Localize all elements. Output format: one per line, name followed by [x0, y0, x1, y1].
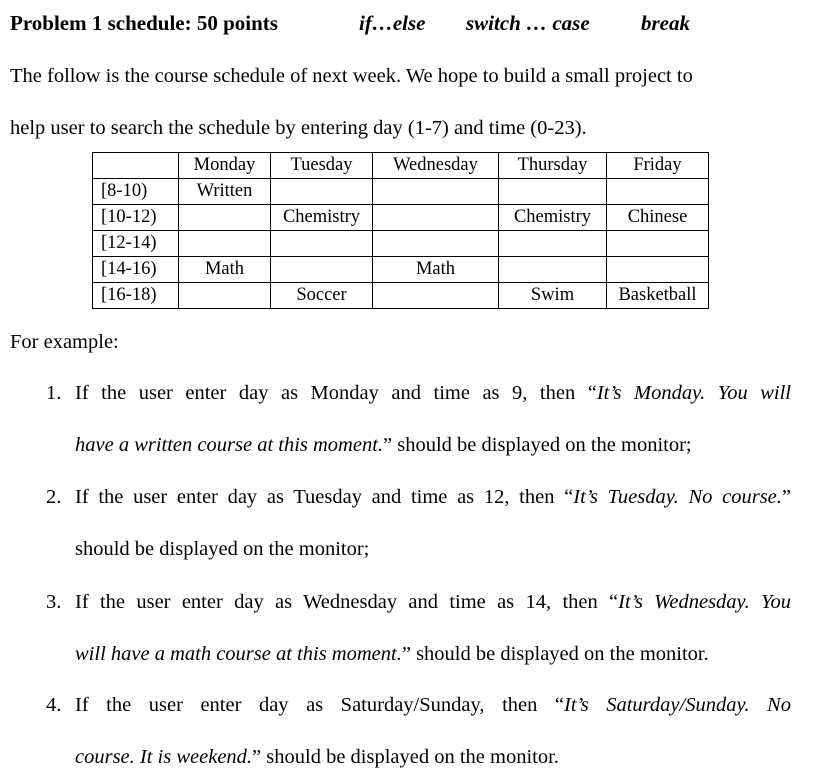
example-label: For example: — [10, 331, 119, 353]
item-text: ” — [781, 486, 792, 508]
course-cell — [373, 205, 499, 231]
schedule-table — [92, 152, 709, 309]
course-cell — [607, 231, 709, 257]
item-line — [75, 639, 791, 669]
item-number: 2. — [46, 486, 62, 508]
item-quote: It’s Monday. You will — [596, 382, 791, 404]
item-number: 3. — [46, 591, 62, 613]
schedule-row — [93, 231, 709, 257]
item-quote: will have a math course at this moment. — [75, 643, 402, 665]
course-cell: Math — [373, 257, 499, 283]
time-slot-cell: [14-16) — [93, 257, 179, 283]
item-line — [75, 690, 791, 720]
item-line — [75, 742, 791, 772]
schedule-row — [93, 257, 709, 283]
course-cell — [373, 179, 499, 205]
day-header-thursday: Thursday — [499, 153, 607, 179]
course-cell — [271, 257, 373, 283]
course-cell: Math — [179, 257, 271, 283]
item-text: ” should be displayed on the monitor. — [401, 643, 709, 665]
course-cell: Swim — [499, 283, 607, 309]
item-text: If the user enter day as Wednesday and time as 14, then “ — [75, 591, 619, 613]
course-cell: Chemistry — [271, 205, 373, 231]
item-text: should be displayed on the monitor; — [75, 538, 370, 560]
item-quote: course. It is weekend. — [75, 746, 253, 768]
time-slot-cell: [12-14) — [93, 231, 179, 257]
course-cell: Chinese — [607, 205, 709, 231]
item-line — [75, 534, 791, 564]
intro-line-2: help user to search the schedule by entering day (1-7) and time (0-23). — [10, 117, 587, 139]
item-quote: It’s Tuesday. No course. — [573, 486, 782, 508]
course-cell: Soccer — [271, 283, 373, 309]
course-cell — [373, 283, 499, 309]
item-line — [75, 430, 791, 460]
time-slot-cell: [16-18) — [93, 283, 179, 309]
item-number: 4. — [46, 694, 62, 716]
keyword-switch-case: switch … case — [466, 11, 590, 35]
item-quote: It’s Wednesday. You — [618, 591, 791, 613]
course-cell — [607, 179, 709, 205]
course-cell: Written — [179, 179, 271, 205]
course-cell — [179, 231, 271, 257]
schedule-header-row — [93, 153, 709, 179]
day-header-wednesday: Wednesday — [373, 153, 499, 179]
item-number: 1. — [46, 382, 62, 404]
title-main: Problem 1 schedule: 50 points — [10, 11, 278, 35]
item-text: ” should be displayed on the monitor; — [383, 434, 692, 456]
course-cell: Chemistry — [499, 205, 607, 231]
time-slot-cell: [8-10) — [93, 179, 179, 205]
course-cell — [271, 231, 373, 257]
day-header-monday: Monday — [179, 153, 271, 179]
course-cell — [499, 231, 607, 257]
course-cell — [607, 257, 709, 283]
item-quote: have a written course at this moment. — [75, 434, 384, 456]
item-line — [75, 378, 791, 408]
item-line — [75, 587, 791, 617]
item-text: If the user enter day as Monday and time as 9, then “ — [75, 382, 597, 404]
item-quote: It’s Saturday/Sunday. No — [564, 694, 791, 716]
schedule-row — [93, 179, 709, 205]
keyword-if-else: if…else — [359, 11, 426, 35]
intro-line-1: The follow is the course schedule of next week. We hope to build a small project to — [10, 65, 693, 87]
schedule-row — [93, 205, 709, 231]
course-cell — [179, 205, 271, 231]
time-slot-cell: [10-12) — [93, 205, 179, 231]
schedule-row — [93, 283, 709, 309]
course-cell — [271, 179, 373, 205]
day-header-friday: Friday — [607, 153, 709, 179]
item-text: If the user enter day as Tuesday and time as 12, then “ — [75, 486, 574, 508]
item-text: If the user enter day as Saturday/Sunday, then “ — [75, 694, 565, 716]
item-line — [75, 482, 791, 512]
corner-cell — [93, 153, 179, 179]
course-cell — [499, 179, 607, 205]
keyword-break: break — [641, 11, 690, 35]
course-cell — [373, 231, 499, 257]
course-cell: Basketball — [607, 283, 709, 309]
course-cell — [179, 283, 271, 309]
course-cell — [499, 257, 607, 283]
day-header-tuesday: Tuesday — [271, 153, 373, 179]
item-text: ” should be displayed on the monitor. — [252, 746, 559, 768]
